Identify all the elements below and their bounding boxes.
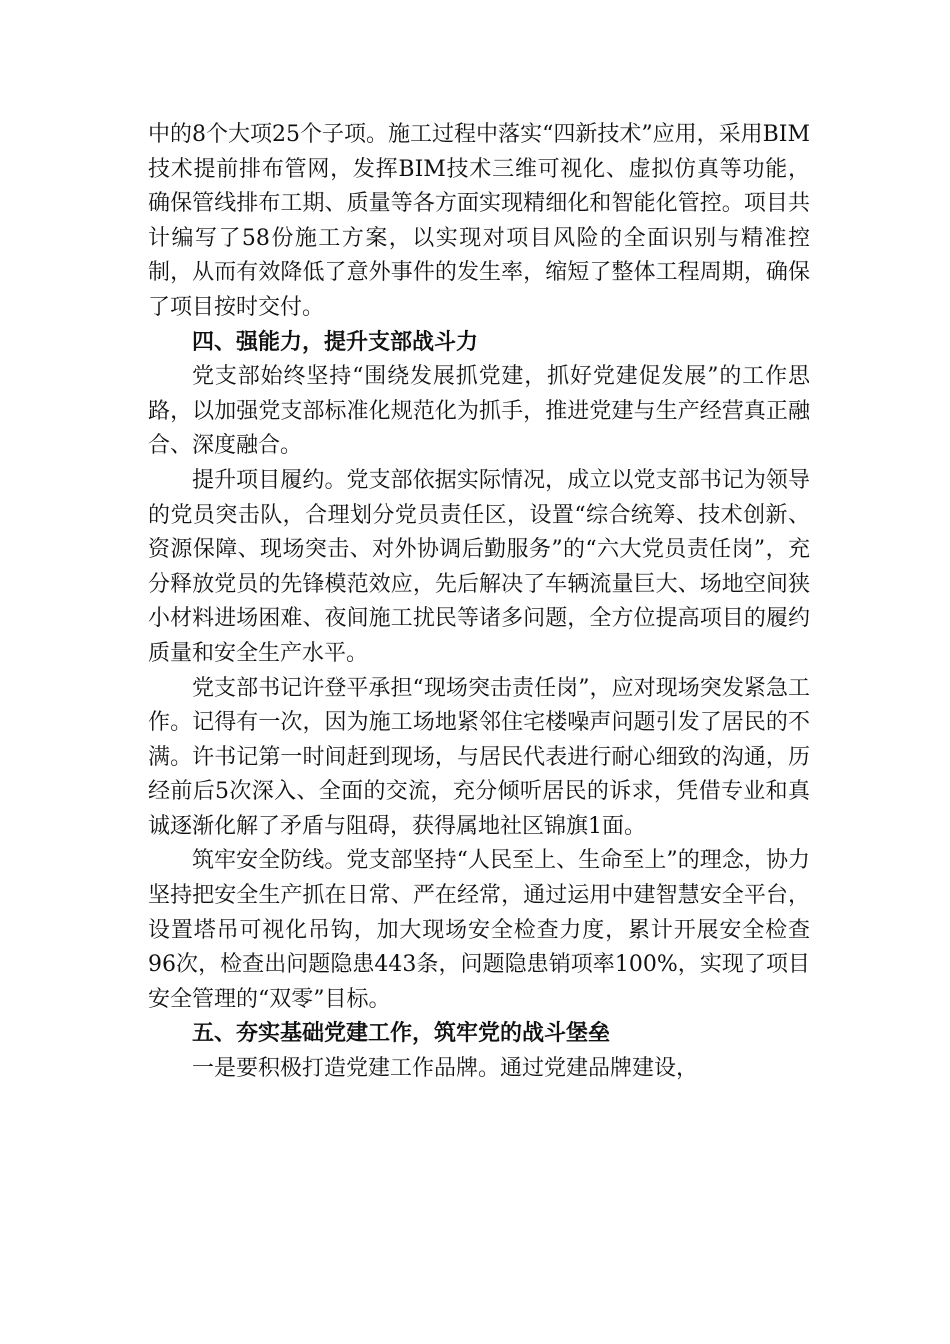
paragraph-body: 一是要积极打造党建工作品牌。通过党建品牌建设，	[192, 1056, 699, 1082]
paragraph-body: 提升项目履约。党支部依据实际情况，成立以党支部书记为领导的党员突击队，合理划分党员责任区，设置“综合统筹、技术创新、资源保障、现场突击、对外协调后勤服务”的“六大党员责任岗”，充分释放党员的先锋模范效应，先后解决了车辆流量巨大、场地空间狭小材料进场困难、夜间施工扰民等诸多问题，全方位提高项目的履约质量和安全生产水平。	[148, 467, 810, 666]
paragraph-body: 党支部始终坚持“围绕发展抓党建，抓好党建促发展”的工作思路，以加强党支部标准化规范化为抓手，推进党建与生产经营真正融合、深度融合。	[148, 364, 810, 459]
document-page	[148, 118, 810, 1087]
paragraph-body: 党支部书记许登平承担“现场突击责任岗”，应对现场突发紧急工作。记得有一次，因为施工场地紧邻住宅楼噪声问题引发了居民的不满。许书记第一时间赶到现场，与居民代表进行耐心细致的沟通，历经前后5次深入、全面的交流，充分倾听居民的诉求，凭借专业和真诚逐渐化解了矛盾与阻碍，获得属地社区锦旗1面。	[148, 675, 810, 839]
section-heading-four: 四、强能力，提升支部战斗力	[192, 329, 479, 355]
paragraph-body: 筑牢安全防线。党支部坚持“人民至上、生命至上”的理念，协力坚持把安全生产抓在日常、严在经常，通过运用中建智慧安全平台，设置塔吊可视化吊钩，加大现场安全检查力度，累计开展安全检查96次，检查出问题隐患443条，问题隐患销项率100%，实现了项目安全管理的“双零”目标。	[148, 848, 810, 1012]
paragraph-continuation: 中的8个大项25个子项。施工过程中落实“四新技术”应用，采用BIM技术提前排布管网，发挥BIM技术三维可视化、虚拟仿真等功能，确保管线排布工期、质量等各方面实现精细化和智能化管控。项目共计编写了58份施工方案，以实现对项目风险的全面识别与精准控制，从而有效降低了意外事件的发生率，缩短了整体工程周期，确保了项目按时交付。	[148, 122, 810, 320]
section-heading-five: 五、夯实基础党建工作，筑牢党的战斗堡垒	[192, 1021, 611, 1047]
